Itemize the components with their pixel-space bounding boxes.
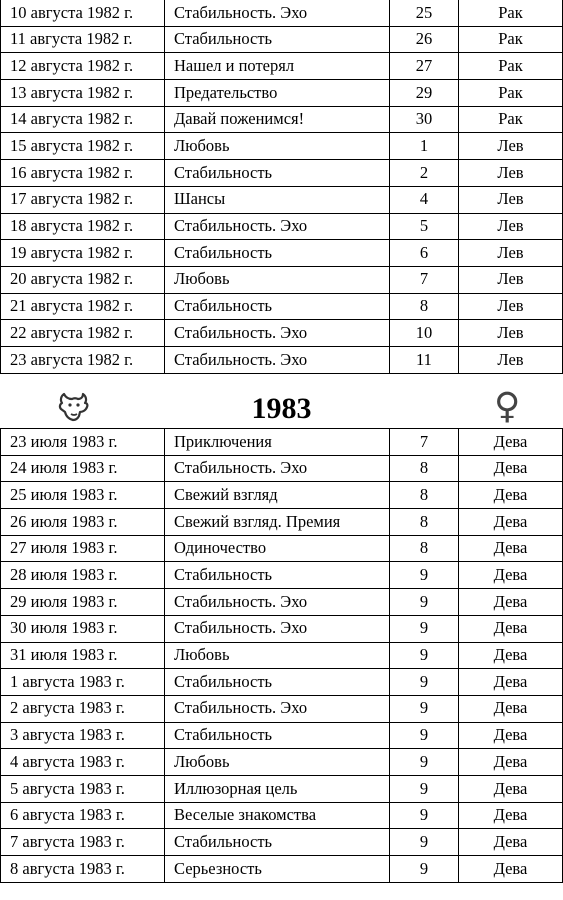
table-row <box>1 482 563 509</box>
number-cell: 8 <box>390 535 459 562</box>
year-title: 1983 <box>251 392 312 425</box>
event-cell: Стабильность <box>165 160 390 187</box>
table-row <box>1 320 563 347</box>
sign-cell: Рак <box>459 26 563 53</box>
event-cell: Любовь <box>165 133 390 160</box>
number-cell: 5 <box>390 213 459 240</box>
number-cell: 8 <box>390 293 459 320</box>
event-cell: Стабильность <box>165 26 390 53</box>
event-cell: Стабильность. Эхо <box>165 615 390 642</box>
event-cell: Давай поженимся! <box>165 106 390 133</box>
date-cell: 6 августа 1983 г. <box>1 802 165 829</box>
event-cell: Стабильность <box>165 562 390 589</box>
table-1982 <box>0 0 563 374</box>
sign-cell: Дева <box>459 695 563 722</box>
table-row <box>1 0 563 26</box>
event-cell: Стабильность <box>165 240 390 267</box>
number-cell: 8 <box>390 509 459 536</box>
number-cell: 26 <box>390 26 459 53</box>
sign-cell: Лев <box>459 346 563 373</box>
sign-cell: Рак <box>459 106 563 133</box>
event-cell: Стабильность <box>165 722 390 749</box>
table-row <box>1 133 563 160</box>
event-cell: Одиночество <box>165 535 390 562</box>
number-cell: 9 <box>390 829 459 856</box>
sign-cell: Дева <box>459 802 563 829</box>
date-cell: 14 августа 1982 г. <box>1 106 165 133</box>
table-row <box>1 802 563 829</box>
table-row <box>1 562 563 589</box>
number-cell: 7 <box>390 429 459 456</box>
table-row <box>1 455 563 482</box>
number-cell: 9 <box>390 775 459 802</box>
table-row <box>1 695 563 722</box>
date-cell: 23 июля 1983 г. <box>1 429 165 456</box>
number-cell: 9 <box>390 562 459 589</box>
date-cell: 20 августа 1982 г. <box>1 266 165 293</box>
date-cell: 30 июля 1983 г. <box>1 615 165 642</box>
date-cell: 24 июля 1983 г. <box>1 455 165 482</box>
date-cell: 21 августа 1982 г. <box>1 293 165 320</box>
number-cell: 8 <box>390 455 459 482</box>
event-cell: Стабильность. Эхо <box>165 320 390 347</box>
sign-cell: Дева <box>459 482 563 509</box>
date-cell: 25 июля 1983 г. <box>1 482 165 509</box>
number-cell: 1 <box>390 133 459 160</box>
event-cell: Стабильность <box>165 669 390 696</box>
table-row <box>1 160 563 187</box>
sign-cell: Лев <box>459 133 563 160</box>
number-cell: 8 <box>390 482 459 509</box>
event-cell: Стабильность <box>165 829 390 856</box>
venus-symbol-icon: ♀ <box>494 386 521 427</box>
table-row <box>1 26 563 53</box>
number-cell: 7 <box>390 266 459 293</box>
date-cell: 29 июля 1983 г. <box>1 589 165 616</box>
sign-cell: Дева <box>459 535 563 562</box>
event-cell: Серьезность <box>165 856 390 883</box>
sign-cell: Дева <box>459 429 563 456</box>
event-cell: Шансы <box>165 186 390 213</box>
event-cell: Стабильность. Эхо <box>165 0 390 26</box>
event-cell: Стабильность. Эхо <box>165 213 390 240</box>
date-cell: 23 августа 1982 г. <box>1 346 165 373</box>
date-cell: 22 августа 1982 г. <box>1 320 165 347</box>
date-cell: 13 августа 1982 г. <box>1 80 165 107</box>
number-cell: 9 <box>390 695 459 722</box>
table-row <box>1 669 563 696</box>
sign-cell: Рак <box>459 80 563 107</box>
sign-cell: Дева <box>459 749 563 776</box>
table-row <box>1 856 563 883</box>
sign-cell: Дева <box>459 856 563 883</box>
event-cell: Стабильность. Эхо <box>165 695 390 722</box>
sign-cell: Лев <box>459 213 563 240</box>
sign-cell: Лев <box>459 160 563 187</box>
date-cell: 15 августа 1982 г. <box>1 133 165 160</box>
table-row <box>1 722 563 749</box>
number-cell: 30 <box>390 106 459 133</box>
event-cell: Иллюзорная цель <box>165 775 390 802</box>
date-cell: 4 августа 1983 г. <box>1 749 165 776</box>
table-row <box>1 615 563 642</box>
date-cell: 28 июля 1983 г. <box>1 562 165 589</box>
sign-cell: Дева <box>459 509 563 536</box>
date-cell: 11 августа 1982 г. <box>1 26 165 53</box>
table-row <box>1 429 563 456</box>
event-cell: Любовь <box>165 266 390 293</box>
table-row <box>1 293 563 320</box>
sign-cell: Дева <box>459 455 563 482</box>
table-row <box>1 213 563 240</box>
number-cell: 9 <box>390 802 459 829</box>
sign-cell: Лев <box>459 320 563 347</box>
event-cell: Стабильность. Эхо <box>165 455 390 482</box>
sign-cell: Лев <box>459 240 563 267</box>
table-row <box>1 106 563 133</box>
sign-cell: Лев <box>459 186 563 213</box>
number-cell: 9 <box>390 856 459 883</box>
date-cell: 7 августа 1983 г. <box>1 829 165 856</box>
event-cell: Любовь <box>165 642 390 669</box>
table-row <box>1 266 563 293</box>
sign-cell: Дева <box>459 722 563 749</box>
number-cell: 27 <box>390 53 459 80</box>
number-cell: 25 <box>390 0 459 26</box>
sign-cell: Лев <box>459 293 563 320</box>
date-cell: 10 августа 1982 г. <box>1 0 165 26</box>
number-cell: 9 <box>390 669 459 696</box>
date-cell: 5 августа 1983 г. <box>1 775 165 802</box>
event-cell: Любовь <box>165 749 390 776</box>
date-cell: 2 августа 1983 г. <box>1 695 165 722</box>
number-cell: 6 <box>390 240 459 267</box>
number-cell: 9 <box>390 589 459 616</box>
number-cell: 9 <box>390 749 459 776</box>
table-row <box>1 53 563 80</box>
sign-cell: Дева <box>459 562 563 589</box>
number-cell: 10 <box>390 320 459 347</box>
date-cell: 16 августа 1982 г. <box>1 160 165 187</box>
event-cell: Стабильность. Эхо <box>165 346 390 373</box>
date-cell: 1 августа 1983 г. <box>1 669 165 696</box>
table-row <box>1 509 563 536</box>
date-cell: 19 августа 1982 г. <box>1 240 165 267</box>
event-cell: Предательство <box>165 80 390 107</box>
number-cell: 11 <box>390 346 459 373</box>
sign-cell: Дева <box>459 589 563 616</box>
date-cell: 18 августа 1982 г. <box>1 213 165 240</box>
year-header <box>0 388 563 428</box>
date-cell: 31 июля 1983 г. <box>1 642 165 669</box>
sign-cell: Дева <box>459 775 563 802</box>
date-cell: 27 июля 1983 г. <box>1 535 165 562</box>
table-row <box>1 775 563 802</box>
sign-cell: Дева <box>459 829 563 856</box>
number-cell: 9 <box>390 615 459 642</box>
table-row <box>1 642 563 669</box>
table-1983 <box>0 428 563 883</box>
event-cell: Стабильность. Эхо <box>165 589 390 616</box>
event-cell: Стабильность <box>165 293 390 320</box>
event-cell: Приключения <box>165 429 390 456</box>
event-cell: Свежий взгляд <box>165 482 390 509</box>
sign-cell: Дева <box>459 669 563 696</box>
sign-cell: Рак <box>459 53 563 80</box>
table-row <box>1 589 563 616</box>
date-cell: 26 июля 1983 г. <box>1 509 165 536</box>
table-row <box>1 749 563 776</box>
date-cell: 12 августа 1982 г. <box>1 53 165 80</box>
table-row <box>1 186 563 213</box>
event-cell: Веселые знакомства <box>165 802 390 829</box>
date-cell: 17 августа 1982 г. <box>1 186 165 213</box>
table-row <box>1 346 563 373</box>
number-cell: 29 <box>390 80 459 107</box>
number-cell: 4 <box>390 186 459 213</box>
event-cell: Нашел и потерял <box>165 53 390 80</box>
sign-cell: Лев <box>459 266 563 293</box>
number-cell: 9 <box>390 722 459 749</box>
number-cell: 2 <box>390 160 459 187</box>
sign-cell: Рак <box>459 0 563 26</box>
table-row <box>1 240 563 267</box>
number-cell: 9 <box>390 642 459 669</box>
date-cell: 3 августа 1983 г. <box>1 722 165 749</box>
sign-cell: Дева <box>459 642 563 669</box>
date-cell: 8 августа 1983 г. <box>1 856 165 883</box>
table-row <box>1 80 563 107</box>
event-cell: Свежий взгляд. Премия <box>165 509 390 536</box>
table-row <box>1 829 563 856</box>
table-row <box>1 535 563 562</box>
sign-cell: Дева <box>459 615 563 642</box>
